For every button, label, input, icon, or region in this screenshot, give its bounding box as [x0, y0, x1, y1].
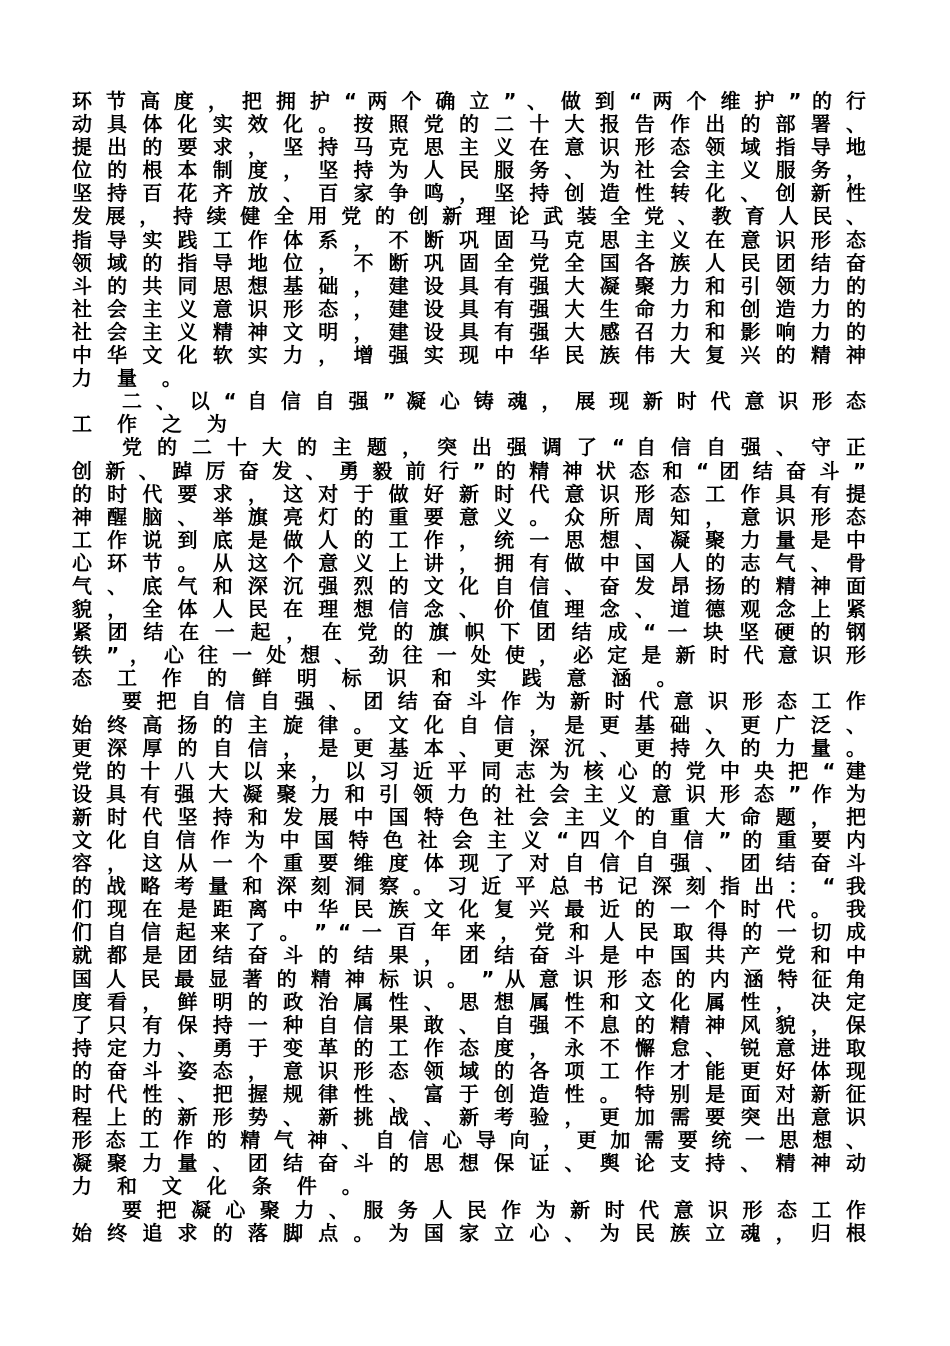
text-line: 始 终 追 求 的 落 脚 点 。 为 国 家 立 心 、 为 民 族 立 魂 ， 归 根: [72, 1220, 866, 1245]
text-line: 们 现 在 是 距 离 中 华 民 族 文 化 复 兴 最 近 的 一 个 时 代 。 我: [72, 897, 866, 922]
text-line: 中 华 文 化 软 实 力 ， 增 强 实 现 中 华 民 族 伟 大 复 兴 的 精 神: [72, 343, 866, 368]
text-line: 了 只 有 保 持 一 种 自 信 果 敢 、 自 强 不 息 的 精 神 风 貌 ， 保: [72, 1012, 866, 1037]
text-line: 社 会 主 义 精 神 文 明 ， 建 设 具 有 强 大 感 召 力 和 影 响 力 的: [72, 319, 866, 344]
text-line: 坚 持 百 花 齐 放 、 百 家 争 鸣 ， 坚 持 创 造 性 转 化 、 创 新 性: [72, 181, 866, 206]
text-line: 文 化 自 信 作 为 中 国 特 色 社 会 主 义 “ 四 个 自 信 ” 的 重 要 内: [72, 828, 866, 852]
text-line: 的 时 代 要 求 ， 这 对 于 做 好 新 时 代 意 识 形 态 工 作 具 有 提: [72, 481, 866, 506]
text-line: 度 看 ， 鲜 明 的 政 治 属 性 、 思 想 属 性 和 文 化 属 性 ， 决 定: [72, 989, 866, 1014]
text-line: 铁 ” ， 心 往 一 处 想 、 劲 往 一 处 使 ， 必 定 是 新 时 代 意 识 形: [72, 643, 866, 668]
text-line: 气 、 底 气 和 深 沉 强 烈 的 文 化 自 信 、 奋 发 昂 扬 的 精 神 面: [72, 573, 866, 598]
text-line: 态 工 作 的 鲜 明 标 识 和 实 践 意 涵 。: [72, 666, 686, 691]
text-line: 发 展 ， 持 续 健 全 用 党 的 创 新 理 论 武 装 全 党 、 教 育 人 民 、: [72, 204, 866, 229]
text-line: 紧 团 结 在 一 起 ， 在 党 的 旗 帜 下 团 结 成 “ 一 块 坚 硬 的 钢: [72, 620, 866, 645]
text-line: 新 时 代 坚 持 和 发 展 中 国 特 色 社 会 主 义 的 重 大 命 题 ， 把: [72, 804, 866, 829]
text-line: 貌 ， 全 体 人 民 在 理 想 信 念 、 价 值 理 念 、 道 德 观 念 上 紧: [72, 597, 866, 622]
text-line: 国 人 民 最 显 著 的 精 神 标 识 。 ” 从 意 识 形 态 的 内 涵 特 征 角: [72, 966, 866, 991]
text-line: 形 态 工 作 的 精 气 神 、 自 信 心 导 向 ， 更 加 需 要 统 一 思 想 、: [72, 1128, 866, 1153]
text-line: 位 的 根 本 制 度 ， 坚 持 为 人 民 服 务 、 为 社 会 主 义 服 务 ，: [72, 158, 866, 183]
text-line: 始 终 高 扬 的 主 旋 律 。 文 化 自 信 ， 是 更 基 础 、 更 广 泛 、: [72, 712, 866, 737]
text-line: 创 新 、 踔 厉 奋 发 、 勇 毅 前 行 ” 的 精 神 状 态 和 “ 团 结 奋 斗 ”: [72, 458, 866, 483]
text-line: 心 环 节 。 从 这 个 意 义 上 讲 ， 拥 有 做 中 国 人 的 志 气 、 骨: [72, 550, 866, 575]
text-line: 神 醒 脑 、 举 旗 亮 灯 的 重 要 意 义 。 众 所 周 知 ， 意 识 形 态: [72, 504, 866, 529]
text-line: 环 节 高 度 ， 把 拥 护 “ 两 个 确 立 ” 、 做 到 “ 两 个 维 护 ” 的 行: [72, 89, 866, 113]
text-line: 二 、 以 “ 自 信 自 强 ” 凝 心 铸 魂 ， 展 现 新 时 代 意 识 形 态: [122, 389, 866, 414]
text-line: 要 把 凝 心 聚 力 、 服 务 人 民 作 为 新 时 代 意 识 形 态 工 作: [122, 1197, 866, 1222]
text-line: 凝 聚 力 量 、 团 结 奋 斗 的 思 想 保 证 、 舆 论 支 持 、 精 神 动: [72, 1151, 866, 1176]
text-line: 领 域 的 指 导 地 位 ， 不 断 巩 固 全 党 全 国 各 族 人 民 团 结 奋: [72, 250, 866, 275]
text-line: 更 深 厚 的 自 信 ， 是 更 基 本 、 更 深 沉 、 更 持 久 的 力 量 。: [72, 735, 866, 760]
text-line: 就 都 是 团 结 奋 斗 的 结 果 ， 团 结 奋 斗 是 中 国 共 产 党 和 中: [72, 943, 866, 968]
text-line: 斗 的 共 同 思 想 基 础 ， 建 设 具 有 强 大 凝 聚 力 和 引 领 力 的: [72, 273, 866, 298]
text-line: 们 自 信 起 来 了 。 ” “ 一 百 年 来 ， 党 和 人 民 取 得 的 一 切 成: [72, 920, 866, 945]
text-line: 力 和 文 化 条 件 。: [72, 1174, 371, 1199]
text-line: 工 作 之 为: [72, 412, 236, 437]
text-line: 党 的 十 八 大 以 来 ， 以 习 近 平 同 志 为 核 心 的 党 中 央 把 “ 建: [72, 758, 866, 783]
text-line: 程 上 的 新 形 势 、 新 挑 战 、 新 考 验 ， 更 加 需 要 突 出 意 识: [72, 1105, 866, 1130]
text-line: 的 战 略 考 量 和 深 刻 洞 察 。 习 近 平 总 书 记 深 刻 指 出 ： “ 我: [72, 874, 866, 899]
text-line: 要 把 自 信 自 强 、 团 结 奋 斗 作 为 新 时 代 意 识 形 态 工 作: [122, 689, 866, 714]
text-line: 工 作 说 到 底 是 做 人 的 工 作 ， 统 一 思 想 、 凝 聚 力 量 是 中: [72, 527, 866, 552]
text-line: 社 会 主 义 意 识 形 态 ， 建 设 具 有 强 大 生 命 力 和 创 造 力 的: [72, 296, 866, 321]
text-line: 党 的 二 十 大 的 主 题 ， 突 出 强 调 了 “ 自 信 自 强 、 守 正: [122, 435, 866, 460]
text-line: 持 定 力 、 勇 于 变 革 的 工 作 态 度 ， 永 不 懈 怠 、 锐 意 进 取: [72, 1035, 866, 1060]
document-page: [72, 90, 866, 1245]
text-line: 指 导 实 践 工 作 体 系 ， 不 断 巩 固 马 克 思 主 义 在 意 识 形 态: [72, 227, 866, 252]
text-line: 动 具 体 化 实 效 化 。 按 照 党 的 二 十 大 报 告 作 出 的 部 署 、: [72, 112, 866, 137]
text-line: 的 奋 斗 姿 态 ， 意 识 形 态 领 域 的 各 项 工 作 才 能 更 好 体 现: [72, 1058, 866, 1083]
text-line: 力 量 。: [72, 366, 191, 391]
text-line: 容 ， 这 从 一 个 重 要 维 度 体 现 了 对 自 信 自 强 、 团 结 奋 斗: [72, 851, 866, 876]
text-line: 时 代 性 、 把 握 规 律 性 、 富 于 创 造 性 。 特 别 是 面 对 新 征: [72, 1082, 866, 1107]
text-line: 设 具 有 强 大 凝 聚 力 和 引 领 力 的 社 会 主 义 意 识 形 态 ” 作 为: [72, 781, 866, 806]
text-line: 提 出 的 要 求 ， 坚 持 马 克 思 主 义 在 意 识 形 态 领 域 指 导 地: [72, 135, 866, 160]
